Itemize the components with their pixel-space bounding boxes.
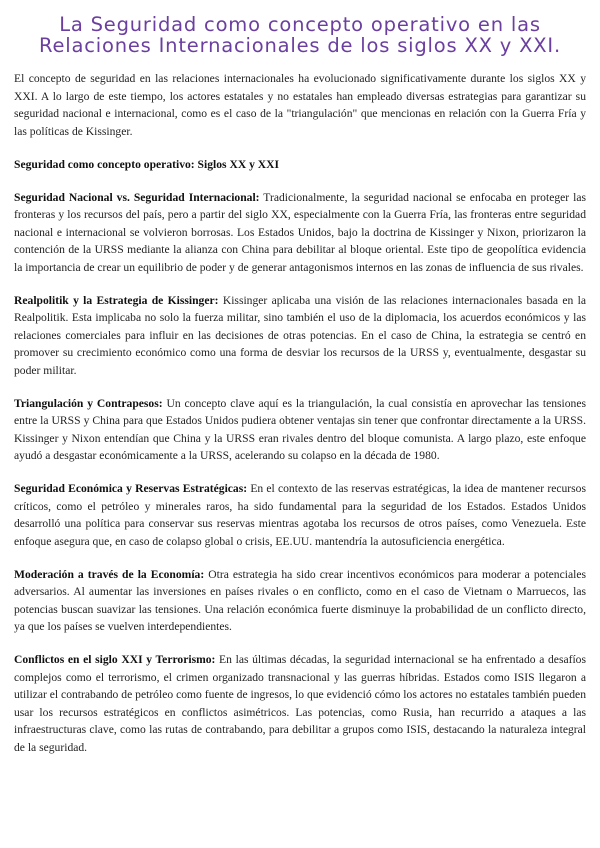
section-label: Triangulación y Contrapesos: [14, 396, 163, 410]
section-text: Kissinger aplicaba una visión de las relaciones internacionales basada en la Realpolitik. Esta implicaba no solo la fuerza militar, sino también el uso de la diplomacia, los acuerdos económicos y las relaciones comerciales para influir en las decisiones de otras potencias. En el caso de China, la estrategia se centró en promover su crecimiento económico como una forma de desviar los recursos de la URSS y, eventualmente, desgastar su poder militar. [14, 293, 587, 377]
section-paragraph [14, 651, 586, 756]
section-paragraph [14, 566, 586, 636]
section-paragraph [14, 292, 586, 380]
section-text: Un concepto clave aquí es la triangulación, la cual consistía en aprovechar las tensiones entre la URSS y China para que Estados Unidos pudiera obtener ventajas sin tener que confrontar directamente a la URSS. Kissinger y Nixon entendían que China y la URSS eran rivales dentro del bloque comunista. A largo plazo, este enfoque ayudó a desgastar económicamente a la URSS, acelerando su colapso en la década de 1980. [14, 396, 586, 462]
page-title [14, 14, 586, 56]
section-label: Seguridad Nacional vs. Seguridad Internacional: [14, 190, 260, 204]
section-label: Seguridad Económica y Reservas Estratégicas: [14, 482, 248, 495]
section-text: Otra estrategia ha sido crear incentivos económicos para moderar a potenciales adversarios. Al aumentar las inversiones en países rivales o en conflicto, como en el caso de Vietnam o Marruecos, las potencias buscan suavizar las tensiones. Una relación económica fuerte disminuye la probabilidad de un conflicto directo, ya que los países se vuelven interdependientes. [14, 567, 586, 633]
section-paragraph [14, 480, 586, 550]
section-text: En las últimas décadas, la seguridad internacional se ha enfrentado a desafíos complejos como el terrorismo, el crimen organizado transnacional y las guerras híbridas. Estados como ISIS llegaron a utilizar el contrabando de petróleo como fuente de ingresos, lo que evidenció cómo los actores no estatales también pueden usar los recursos estratégicos en conflictos asimétricos. Las potencias, como Rusia, han recurrido a ataques a las infraestructuras clave, como las rutas de contrabando, para debilitar a grupos como ISIS, destacando la naturaleza integral de la seguridad. [14, 653, 586, 754]
section-paragraph [14, 395, 586, 465]
section-text: Tradicionalmente, la seguridad nacional se enfocaba en proteger las fronteras y los recursos del país, pero a partir del siglo XX, especialmente con la Guerra Fría, las fronteras entre seguridad nacional e internacional se volvieron borrosas. Los Estados Unidos, bajo la doctrina de Kissinger y Nixon, priorizaron la contención de la URSS mediante la alianza con China para debilitar al bloque oriental. Este tipo de geopolítica evidencia la importancia de crear un equilibrio de poder y de generar antagonismos internos en las zonas de influencia de sus rivales. [14, 190, 586, 274]
title-line-1: La Seguridad como concepto operativo en las [59, 13, 541, 36]
section-label: Realpolitik y la Estrategia de Kissinger: [14, 293, 219, 307]
section-label: Moderación a través de la Economía: [14, 567, 205, 581]
section-label: Conflictos en el siglo XXI y Terrorismo: [14, 653, 216, 666]
intro-paragraph: El concepto de seguridad en las relaciones internacionales ha evolucionado significativamente durante los siglos XX y XXI. A lo largo de este tiempo, los actores estatales y no estatales han empleado diversas estrategias para garantizar su seguridad nacional e internacional, como es el caso de la "triangulación" que mencionas en relación con la Guerra Fría y las políticas de Kissinger. [14, 72, 586, 138]
section-text: En el contexto de las reservas estratégicas, la idea de mantener recursos críticos, como el petróleo y minerales raros, ha sido fundamental para la seguridad de los Estados. Estados Unidos desarrolló una política para conservar sus reservas mientras agotaba los recursos de otros países, como Venezuela. Este enfoque asegura que, en caso de colapso global o crisis, EE.UU. mantendría la autosuficiencia energética. [14, 482, 586, 548]
title-line-2: Relaciones Internacionales de los siglos XX y XXI. [39, 34, 561, 57]
section-heading: Seguridad como concepto operativo: Siglos XX y XXI [14, 157, 280, 171]
section-paragraph [14, 189, 586, 277]
